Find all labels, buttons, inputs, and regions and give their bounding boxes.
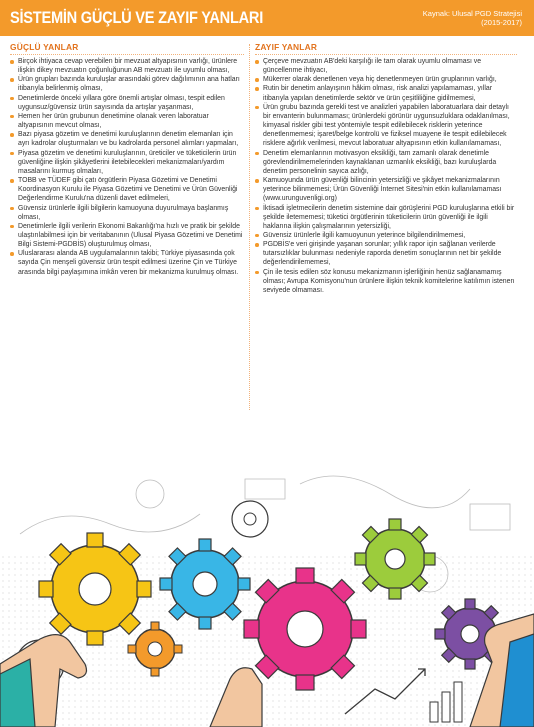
strengths-column <box>10 42 244 277</box>
list-item: Piyasa gözetim ve denetimi kuruluşlarının, üreticiler ve tüketicilerin ürün güvenliğine ilişkin şikâyetlerini iletebilecekleri mekanizmaları/yardım masalarını kurmuş olmaları, <box>10 149 244 176</box>
list-item: Güvensiz ürünlerle ilgili kamuoyunun yeterince bilgilendirilmemesi, <box>255 231 517 240</box>
list-item: Bazı piyasa gözetim ve denetimi kuruluşlarının denetim elemanları için ayrı kadrolar oluşturmaları ve bu kadrolarda personel alımları yapmaları, <box>10 130 244 148</box>
gear-icon-blue <box>160 539 250 629</box>
list-item: TOBB ve TÜDEF gibi çatı örgütlerin Piyasa Gözetimi ve Denetimi Koordinasyon Kurulu ile Piyasa Gözetimi ve Denetimi ve Ürün Güvenliği Değerlendirme Kurulu'na düzenli davet edilmeleri, <box>10 176 244 203</box>
gears-and-hands-illustration <box>0 464 534 727</box>
source-line-1: Kaynak: Ulusal PGD Stratejisi <box>422 9 522 18</box>
weaknesses-column <box>255 42 517 295</box>
strengths-list <box>10 57 244 277</box>
list-item: Güvensiz ürünlerle ilgili bilgilerin kamuoyuna duyurulmaya başlanmış olması, <box>10 204 244 222</box>
header-banner <box>0 0 534 36</box>
gear-icon-pink <box>244 568 366 690</box>
gear-icon-yellow-large <box>39 533 151 645</box>
strengths-heading: GÜÇLÜ YANLAR <box>10 42 244 55</box>
list-item: Denetim elemanlarının motivasyon eksikliği, tam zamanlı olarak denetimle görevlendirilmemelerinden kaynaklanan uzmanlık eksikliği, bazı kuruluşlarda denetim personelinin sayıca azlığı, <box>255 149 517 176</box>
column-divider <box>249 44 250 410</box>
list-item: Mükerrer olarak denetlenen veya hiç denetlenmeyen ürün gruplarının varlığı, <box>255 75 517 84</box>
list-item: Uluslararası alanda AB uygulamalarının takibi; Türkiye piyasasında çok sayıda Çin menşeli güvensiz ürün tespit edilmesi üzerine Çin ve Türkiye arasında bilgi paylaşımına imkân veren bir mekanizma kurulmuş olması. <box>10 249 244 276</box>
list-item: Denetimlerde önceki yıllara göre önemli artışlar olması, tespit edilen uygunsuz/güvensiz ürün sayısında da artışlar yaşanması, <box>10 94 244 112</box>
list-item: Çin ile tesis edilen söz konusu mekanizmanın işlerliğinin henüz sağlanamamış olması; Avrupa Komisyonu'nun ürünlere ilişkin teknik komitelerine katılımın istenen seviyede olmaması. <box>255 268 517 295</box>
list-item: Kamuoyunda ürün güvenliği bilincinin yetersizliği ve şikâyet mekanizmalarının yeterince bilinmemesi; Ürün Güvenliği İnternet Sitesi'nin etkin kullanılamaması (www.urunguvenligi.org) <box>255 176 517 203</box>
list-item: Denetimlerle ilgili verilerin Ekonomi Bakanlığı'na hızlı ve pratik bir şekilde ulaştırılabilmesi için bir veritabanının (Ulusal Piyasa Gözetimi ve Denetimi Bilgi Sistemi-PGDBİS) oluşturulmuş olması, <box>10 222 244 249</box>
source-line-2: (2015-2017) <box>481 18 522 27</box>
list-item: Çerçeve mevzuatın AB'deki karşılığı ile tam olarak uyumlu olmaması ve güncellenme ihtiyacı, <box>255 57 517 75</box>
list-item: İktisadi işletmecilerin denetim sistemine dair görüşlerini PGD kuruluşlarına etkili bir şekilde iletememesi; tüketici örgütlerinin tüketicilerin ürün güvenliği ile ilgili haklarına ilişkin çalışmalarının yetersizliği, <box>255 204 517 231</box>
list-item: Ürün grubu bazında gerekli test ve analizleri yapabilen laboratuarlara dair detaylı bir envanterin bulunmaması; ürünlerdeki görünür uygunsuzluklara odaklanılması, kimyasal riskler gibi test yöntemiyle tespit edilebilecek risklerin yeterince denetlenmemesi; işaret/belge kontrolü ve fiziksel muayene ile tespit edilebilecek risklere ağırlık verilmesi, mevcut laboratuar altyapısının etkin kullanılamaması, <box>255 103 517 149</box>
weaknesses-list <box>255 57 517 295</box>
list-item: Rutin bir denetim anlayışının hâkim olması, risk analizi yapılamaması, yıllar itibarıyla yapılan denetimlerde sektör ve ürün çeşitliliğine gidilmemesi, <box>255 84 517 102</box>
gear-icon-outline <box>232 501 268 537</box>
gear-icon-green <box>355 519 435 599</box>
list-item: Hemen her ürün grubunun denetimine olanak veren laboratuar altyapısının mevcut olması, <box>10 112 244 130</box>
source-note <box>423 9 522 27</box>
list-item: Birçok ihtiyaca cevap verebilen bir mevzuat altyapısının varlığı, ürünlere ilişkin dikey mevzuatın çoğunluğunun AB mevzuatı ile uyumlu olması, <box>10 57 244 75</box>
page-title: SİSTEMİN GÜÇLÜ VE ZAYIF YANLARI <box>10 8 264 27</box>
list-item: Ürün grupları bazında kuruluşlar arasındaki görev dağılımının ana hatları itibarıyla belirlenmiş olması, <box>10 75 244 93</box>
list-item: PGDBİS'e veri girişinde yaşanan sorunlar; yıllık rapor için sağlanan verilerde tutarsızlıklar bulunması nedeniyle raporda denetim sonuçlarının net bir şekilde değerlendirilememesi, <box>255 240 517 267</box>
weaknesses-heading: ZAYIF YANLAR <box>255 42 517 55</box>
